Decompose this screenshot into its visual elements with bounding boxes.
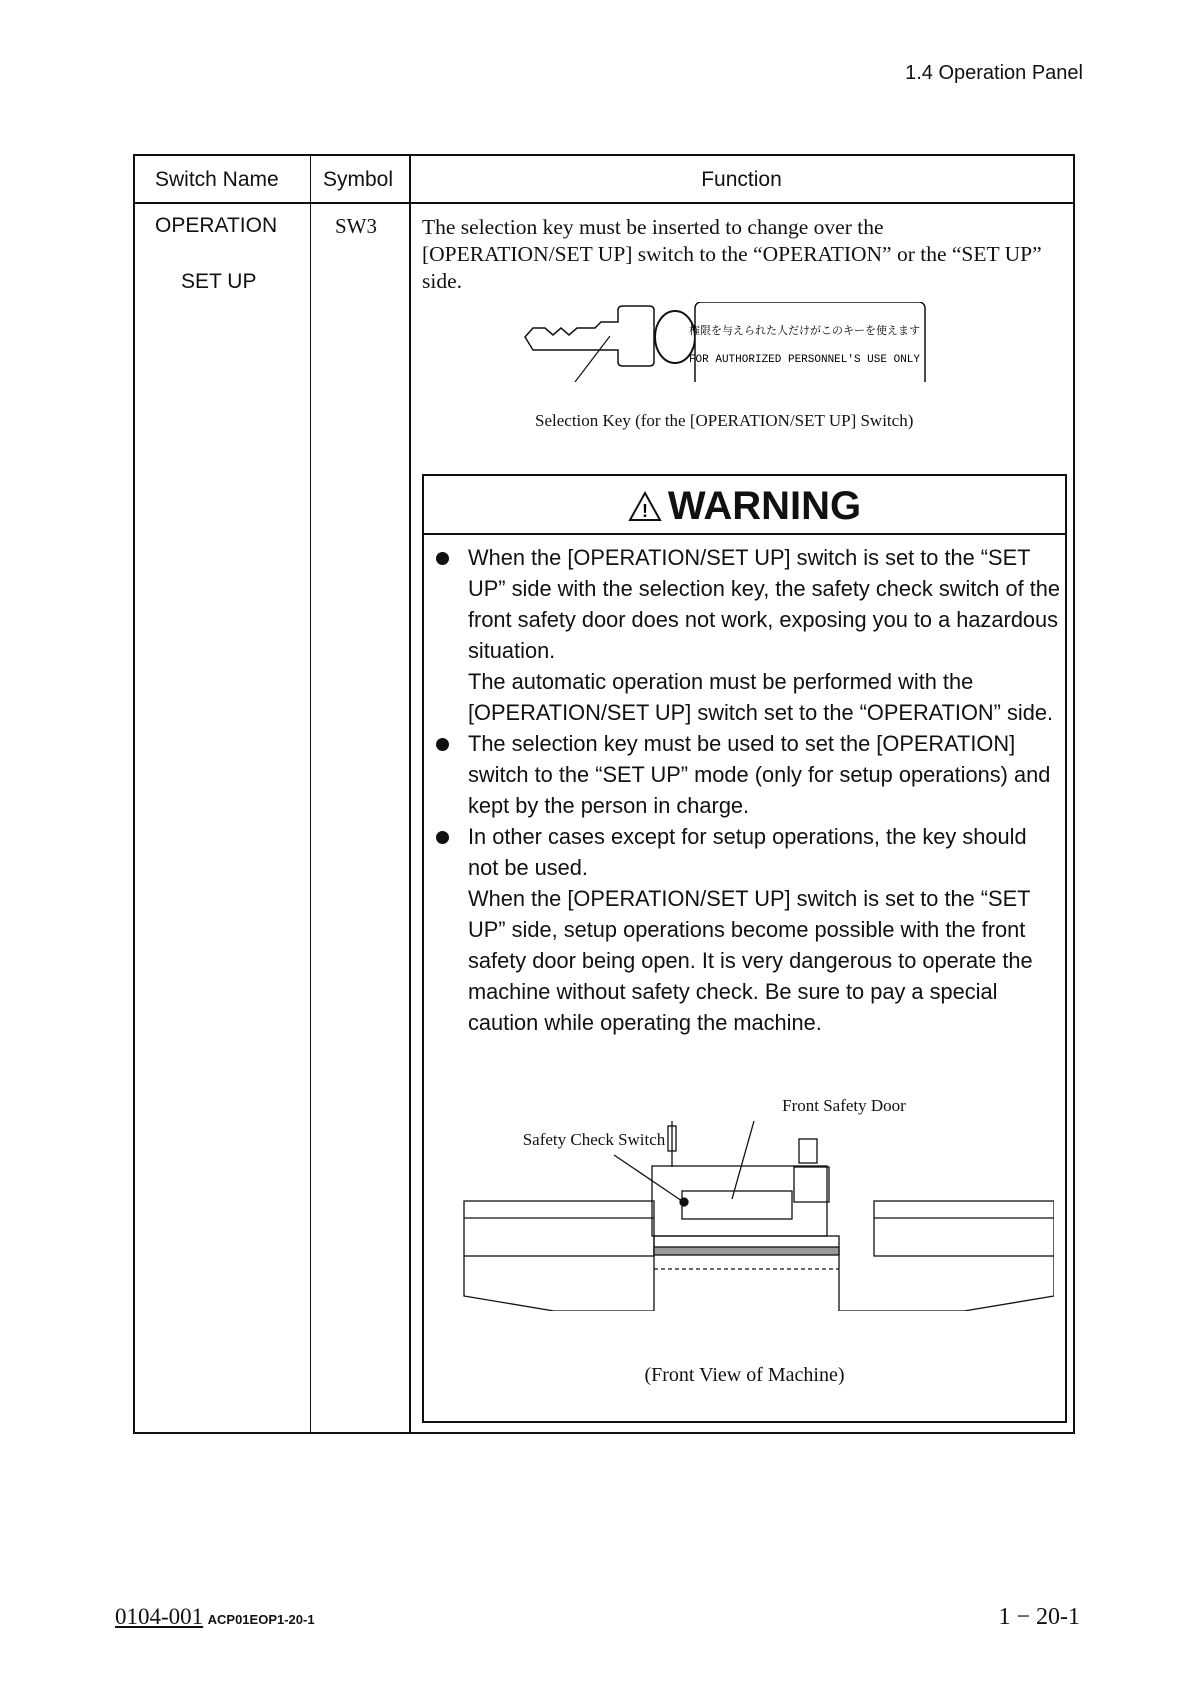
label-safety-check-switch: Safety Check Switch	[522, 1130, 666, 1149]
bullet-icon	[436, 552, 449, 565]
header-divider	[135, 202, 1073, 204]
footer-doc-id	[115, 1604, 315, 1630]
switch-name-operation: OPERATION	[155, 214, 278, 237]
key-tag-en: FOR AUTHORIZED PERSONNEL'S USE ONLY	[688, 354, 920, 366]
warning-item: When the [OPERATION/SET UP] switch is set to the “SET UP” side with the selection key, the safety check switch of the front safety door does not work, exposing you to a hazardous situation. The automatic operation must be performed with the [OPERATION/SET UP] switch set to the “OPERATION” side.	[432, 542, 1062, 728]
doc-number: 0104-001	[115, 1604, 204, 1629]
svg-text:!: !	[641, 501, 648, 521]
warning-box	[422, 474, 1067, 1423]
switch-name-setup: SET UP	[181, 270, 257, 293]
label-front-safety-door: Front Safety Door	[782, 1096, 906, 1115]
col-header-switch-name: Switch Name	[155, 168, 279, 191]
warning-item: In other cases except for setup operations, the key should not be used. When the [OPERATION/SET UP] switch is set to the “SET UP” side, setup operations become possible with the front safety door being open. It is very dangerous to operate the machine without safety check. Be sure to pay a special caution while operating the machine.	[432, 821, 1062, 1038]
col-header-function: Function	[701, 168, 782, 191]
selection-key-illustration	[515, 302, 955, 382]
bullet-icon	[436, 831, 449, 844]
page-number: 1 − 20-1	[998, 1604, 1080, 1630]
machine-front-view	[454, 1091, 1054, 1311]
warning-triangle-icon	[628, 490, 662, 522]
warning-title: ! WARNING	[424, 476, 1065, 535]
figure-caption: (Front View of Machine)	[644, 1364, 845, 1386]
key-caption: Selection Key (for the [OPERATION/SET UP] Switch)	[535, 411, 914, 430]
column-divider	[310, 156, 311, 1432]
warning-list	[432, 542, 1062, 1038]
column-divider	[409, 156, 411, 1432]
section-header: 1.4 Operation Panel	[905, 62, 1083, 84]
switch-table	[133, 154, 1075, 1434]
col-header-symbol: Symbol	[323, 168, 394, 191]
symbol-value: SW3	[335, 214, 377, 238]
doc-code: ACP01EOP1-20-1	[207, 1612, 315, 1627]
bullet-icon	[436, 738, 449, 751]
warning-item: The selection key must be used to set the [OPERATION] switch to the “SET UP” mode (only for setup operations) and kept by the person in charge.	[432, 728, 1062, 821]
key-tag-jp: 権限を与えられた人だけがこのキーを使えます	[689, 324, 920, 337]
function-text: The selection key must be inserted to change over the [OPERATION/SET UP] switch to the “OPERATION” or the “SET UP” side.	[422, 215, 1042, 293]
